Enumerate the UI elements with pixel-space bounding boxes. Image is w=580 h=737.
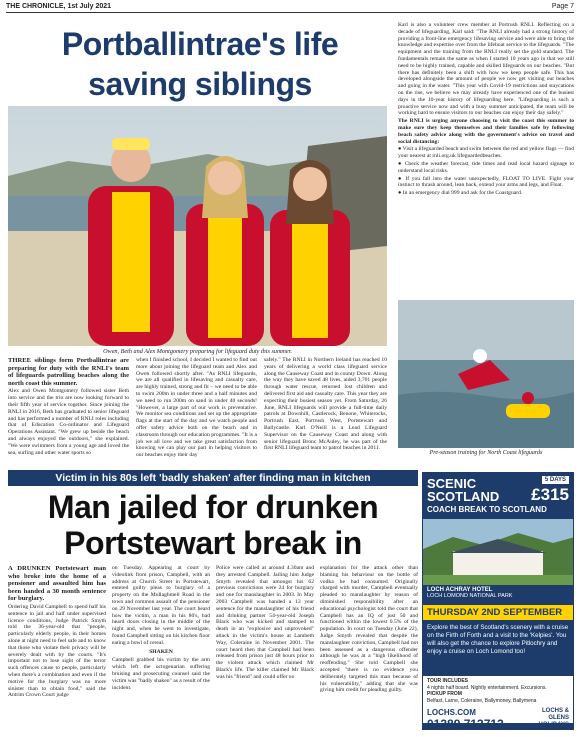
story1-right-column: [398, 22, 574, 296]
story2-column-1: [8, 565, 106, 731]
advert-days: 5 DAYS: [542, 476, 569, 484]
training-photo: [398, 300, 574, 448]
training-caption: Pre-season training for North Coast lifeguards: [429, 450, 543, 456]
story1-column-2: [136, 357, 257, 465]
pickup-text: Belfast, Larne, Coleraine, Ballymoney, Ballymena: [427, 697, 537, 704]
paper-title: THE CHRONICLE, 1st July 2021: [6, 3, 112, 10]
story2-subhead: SHAKEN: [149, 648, 173, 655]
story2-column-2: [112, 565, 210, 731]
story2-column-3: [216, 565, 314, 731]
includes-label: TOUR INCLUDES: [427, 678, 469, 684]
departure-date: THURSDAY 2ND SEPTEMBER: [423, 605, 573, 620]
advert-title: SCENIC SCOTLAND: [427, 476, 500, 504]
story1-col1-text: Alex and Owen Montgomery followed sister Beth into service and the trio are now looking forward to their fifth year of service together. Since joining the RNLI in 2016, Beth has graduated to senior lifeguard and has performed a number of RNLI roles including that of Education Co-ordinator and Lifeguard Operations Assistant. "We grew up beside the beach and always enjoyed the outdoors," she explained. "We were swimmers from a young age and loved the sea, surfing and other water sports so: [8, 388, 129, 456]
story2-column-4: [320, 565, 418, 731]
bullet-item: ● In an emergency dial 999 and ask for the Coastguard.: [398, 190, 523, 197]
pickup-label: PICKUP FROM: [427, 691, 462, 697]
hotel-name: LOCH ACHRAY HOTEL: [427, 587, 493, 593]
bullet-item: ● If you fall into the water unexpectedly, FLOAT TO LIVE. Fight your instinct to thrash around, lean back, extend your arms and legs, and Float.: [398, 175, 574, 189]
advert-details: [423, 676, 573, 708]
includes-text: 4 nights half board. Nightly entertainment. Excursions.: [427, 684, 547, 691]
page-header: [6, 2, 574, 13]
advert-footer-bar: [423, 723, 573, 729]
story1-column-3: [264, 357, 387, 465]
story2-lead: A DRUNKEN Portstewart man who broke into the home of a pensioner and assaulted him has been handed a 30 month sentence for burglary.: [8, 565, 106, 603]
story1-col2-text: when I finished school, I decided I wanted to find out more about joining the lifeguard team and Alex and Owen followed shortly after. "As RNLI lifeguards, we are all qualified in lifesaving and casualty care, are highly trained, strong and fit – we need to be able to swim 200m in under three and a half minutes and we need to run 200m on sand in under 40 seconds! "However, a large part of our work is preventative. We monitor sea conditions and set up the appropriate flags at the start of the day and we watch people and offer safety advice both on the beach and in classroom through our education programmes. "It is a job we all love and we take great satisfaction from knowing we can play our part in helping visitors to our beaches enjoy their day: [136, 357, 257, 459]
bullet-item: ● Check the weather forecast, tide times and read local hazard signage to understand local risks.: [398, 160, 574, 174]
advert-website[interactable]: LOCHS.COM: [427, 708, 476, 717]
story1-col3-text: safely." The RNLI in Northern Ireland has reached 10 years of delivering a world class lifeguard service along the Causeway Coast and in county Down. Along the way they have saved 48 lives, aided 3,701 people through water rescue, returned lost children and delivered first aid and casualty care. This year they are expecting their busiest season yet. From Saturday, 26 June, RNLI lifeguards will provide a full-time daily patrols at Downhill, Castlerock, Benone, Whiterocks, Portrush East, Portrush West, Portstewart and Ballycastle. Karl O'Neill is a Lead Lifeguard Supervisor on the Causeway Coast and along with senior lifeguard Bronc McAuley, he was part of the first RNLI lifeguard team to patrol beaches in 2011.: [264, 357, 387, 452]
advert-subtitle: COACH BREAK TO SCOTLAND: [427, 505, 547, 514]
lifeguards-photo: [8, 106, 387, 346]
story2-col3-text: Police were called at around 4.30am and they arrested Campbell. Jailing him Judge Smyth revealed that amongst his 62 previous convictions were 24 for burglary and one for manslaughter in 2003. In May 2003 Campbell was handed a 13 year sentence for the manslaughter of his friend and drinking partner 54-year-old Joseph Black who was kicked and stamped to death in an "explosive and unprovoked" attack in the victim's house at Lambeth Way, Coleraine in November 2001. The court heard then that Campbell had been released from prison just 48 hours prior to the violent attack which claimed Mr Black's life. The killer claimed Mr Black was his "friend" and could offer no: [216, 565, 314, 680]
advert-price: £315: [531, 485, 569, 504]
story1-headline: Portballintrae's life saving siblings: [61, 26, 339, 102]
photo-caption: Owen, Beth and Alex Montgomery preparing for lifeguard duty this summer.: [103, 348, 292, 355]
page-number: Page 7: [551, 3, 574, 10]
story1-column-1: [8, 357, 129, 465]
story1-right-text: Karl is also a volunteer crew member at Portrush RNLI. Reflecting on a decade of lifeguarding, Karl said: "The RNLI already had a strong history of providing a front-line emergency lifesaving service and were able to bring the knowledge and expertise over from the lifeboat service to the lifeguards. "The equipment and the training from the RNLI really set the gold standard. The fundamentals remain the same as when I started 10 years ago in that we still need to be highly trained, capable and skilled lifeguards on our beaches. "But there has definitely been a shift with how we keep people safe. This has developed alongside the amount of people we now get visiting our beaches and going in the water. "This year with Covid-19 restrictions and staycations on the rise, we believe we may already have experienced one of the busiest days in the 10-year history of lifeguarding here. "Lifeguarding is such a proactive service now and with a busy summer anticipated, the team will be working hard to ensure visitors to our beaches can enjoy their day safely.": [398, 22, 574, 117]
hotel-location: LOCH LOMOND NATIONAL PARK: [427, 593, 513, 599]
story2-col4-text: explanation for the attack other than blaming his behaviour on the bottle of vodka he had consumed. Originally charged with murder, Campbell eventually pleaded to manslaughter by reason of diminished responsibility after an educational psychologist told the court that Campbell has an IQ of just 50 and functioned within the lowest 0.5% of the population. In court on Tuesday (June 22), Judge Smyth revealed that despite the manslaughter conviction, Campbell had not been assessed as a dangerous offender although he was at a "high likelihood of reoffending." She told Campbell she accepted "there is no evidence you deliberately targeted this man because of his vulnerability," adding that she was giving him credit for pleading guilty.: [320, 565, 418, 694]
story1-lead: THREE siblings form Portballintrae are preparing for duty with the RNLI's team of lifeguards patrolling beaches along the north coast this summer.: [8, 357, 129, 387]
story2-col2-text-after: Campbell grabbed his victim by the arm which left the octogenarian suffering bruising and prosecuting counsel said the victim was "badly shaken" as a result of the incident.: [112, 657, 210, 691]
story2-col1-text: Ordering David Campbell to spend half his sentence in jail and half under supervised licence conditions, Judge Patrick Smyth told the 36-year-old that "people, particularly elderly people, in their homes alone at night need to feel safe and to know that those who violate their privacy will be severely dealt with by the courts. "It's important not to lose sight of the terror such offences cause to people, particularly when there's a combination and even if the motive for the burglary was no more sinister than to obtain food," said the Antrim Crown Court judge: [8, 603, 106, 699]
story2-col2-text: on Tuesday. Appearing at court by videolink from prison, Campbell, with an address at Church Street in Portstewart, entered guilty pleas to burglary of a property on the Mullaghmell Road in the town and common assault of the pensioner on 29 November last year. The court heard how the victim, a man in his 80's, had heard doors closing in the middle of the night and, when he went to investigate, found Campbell sitting on his kitchen floor eating a bowl of cereal.: [112, 565, 210, 646]
story2-banner: Victim in his 80s left 'badly shaken' after finding man in kitchen: [8, 470, 418, 486]
hotel-photo: [423, 519, 573, 585]
bullet-item: ● Visit a lifeguarded beach and swim between the red and yellow flags — find your nearest at rnli.org.uk lifeguardedbeaches.: [398, 146, 574, 160]
story2-headline: Man jailed for drunken Portstewart break in: [47, 489, 379, 561]
hotel-info: [423, 585, 573, 605]
lochs-glens-logo: LOCHS & GLENS: [542, 708, 569, 721]
advert-description: Explore the best of Scotland's scenery with a cruise on the Firth of Forth and a visit to the 'Kelpies'. You will also get the chance to explore Pitlochry and enjoy a cruise on Loch Lomond too!: [423, 620, 573, 676]
safety-advice-intro: The RNLI is urging anyone choosing to visit the coast this summer to make sure they keep themselves and their families safe by following beach safety advice along with the government's advice on travel and social distancing:: [398, 118, 574, 145]
advert-header: [423, 473, 573, 519]
coach-break-advert[interactable]: [422, 472, 574, 730]
